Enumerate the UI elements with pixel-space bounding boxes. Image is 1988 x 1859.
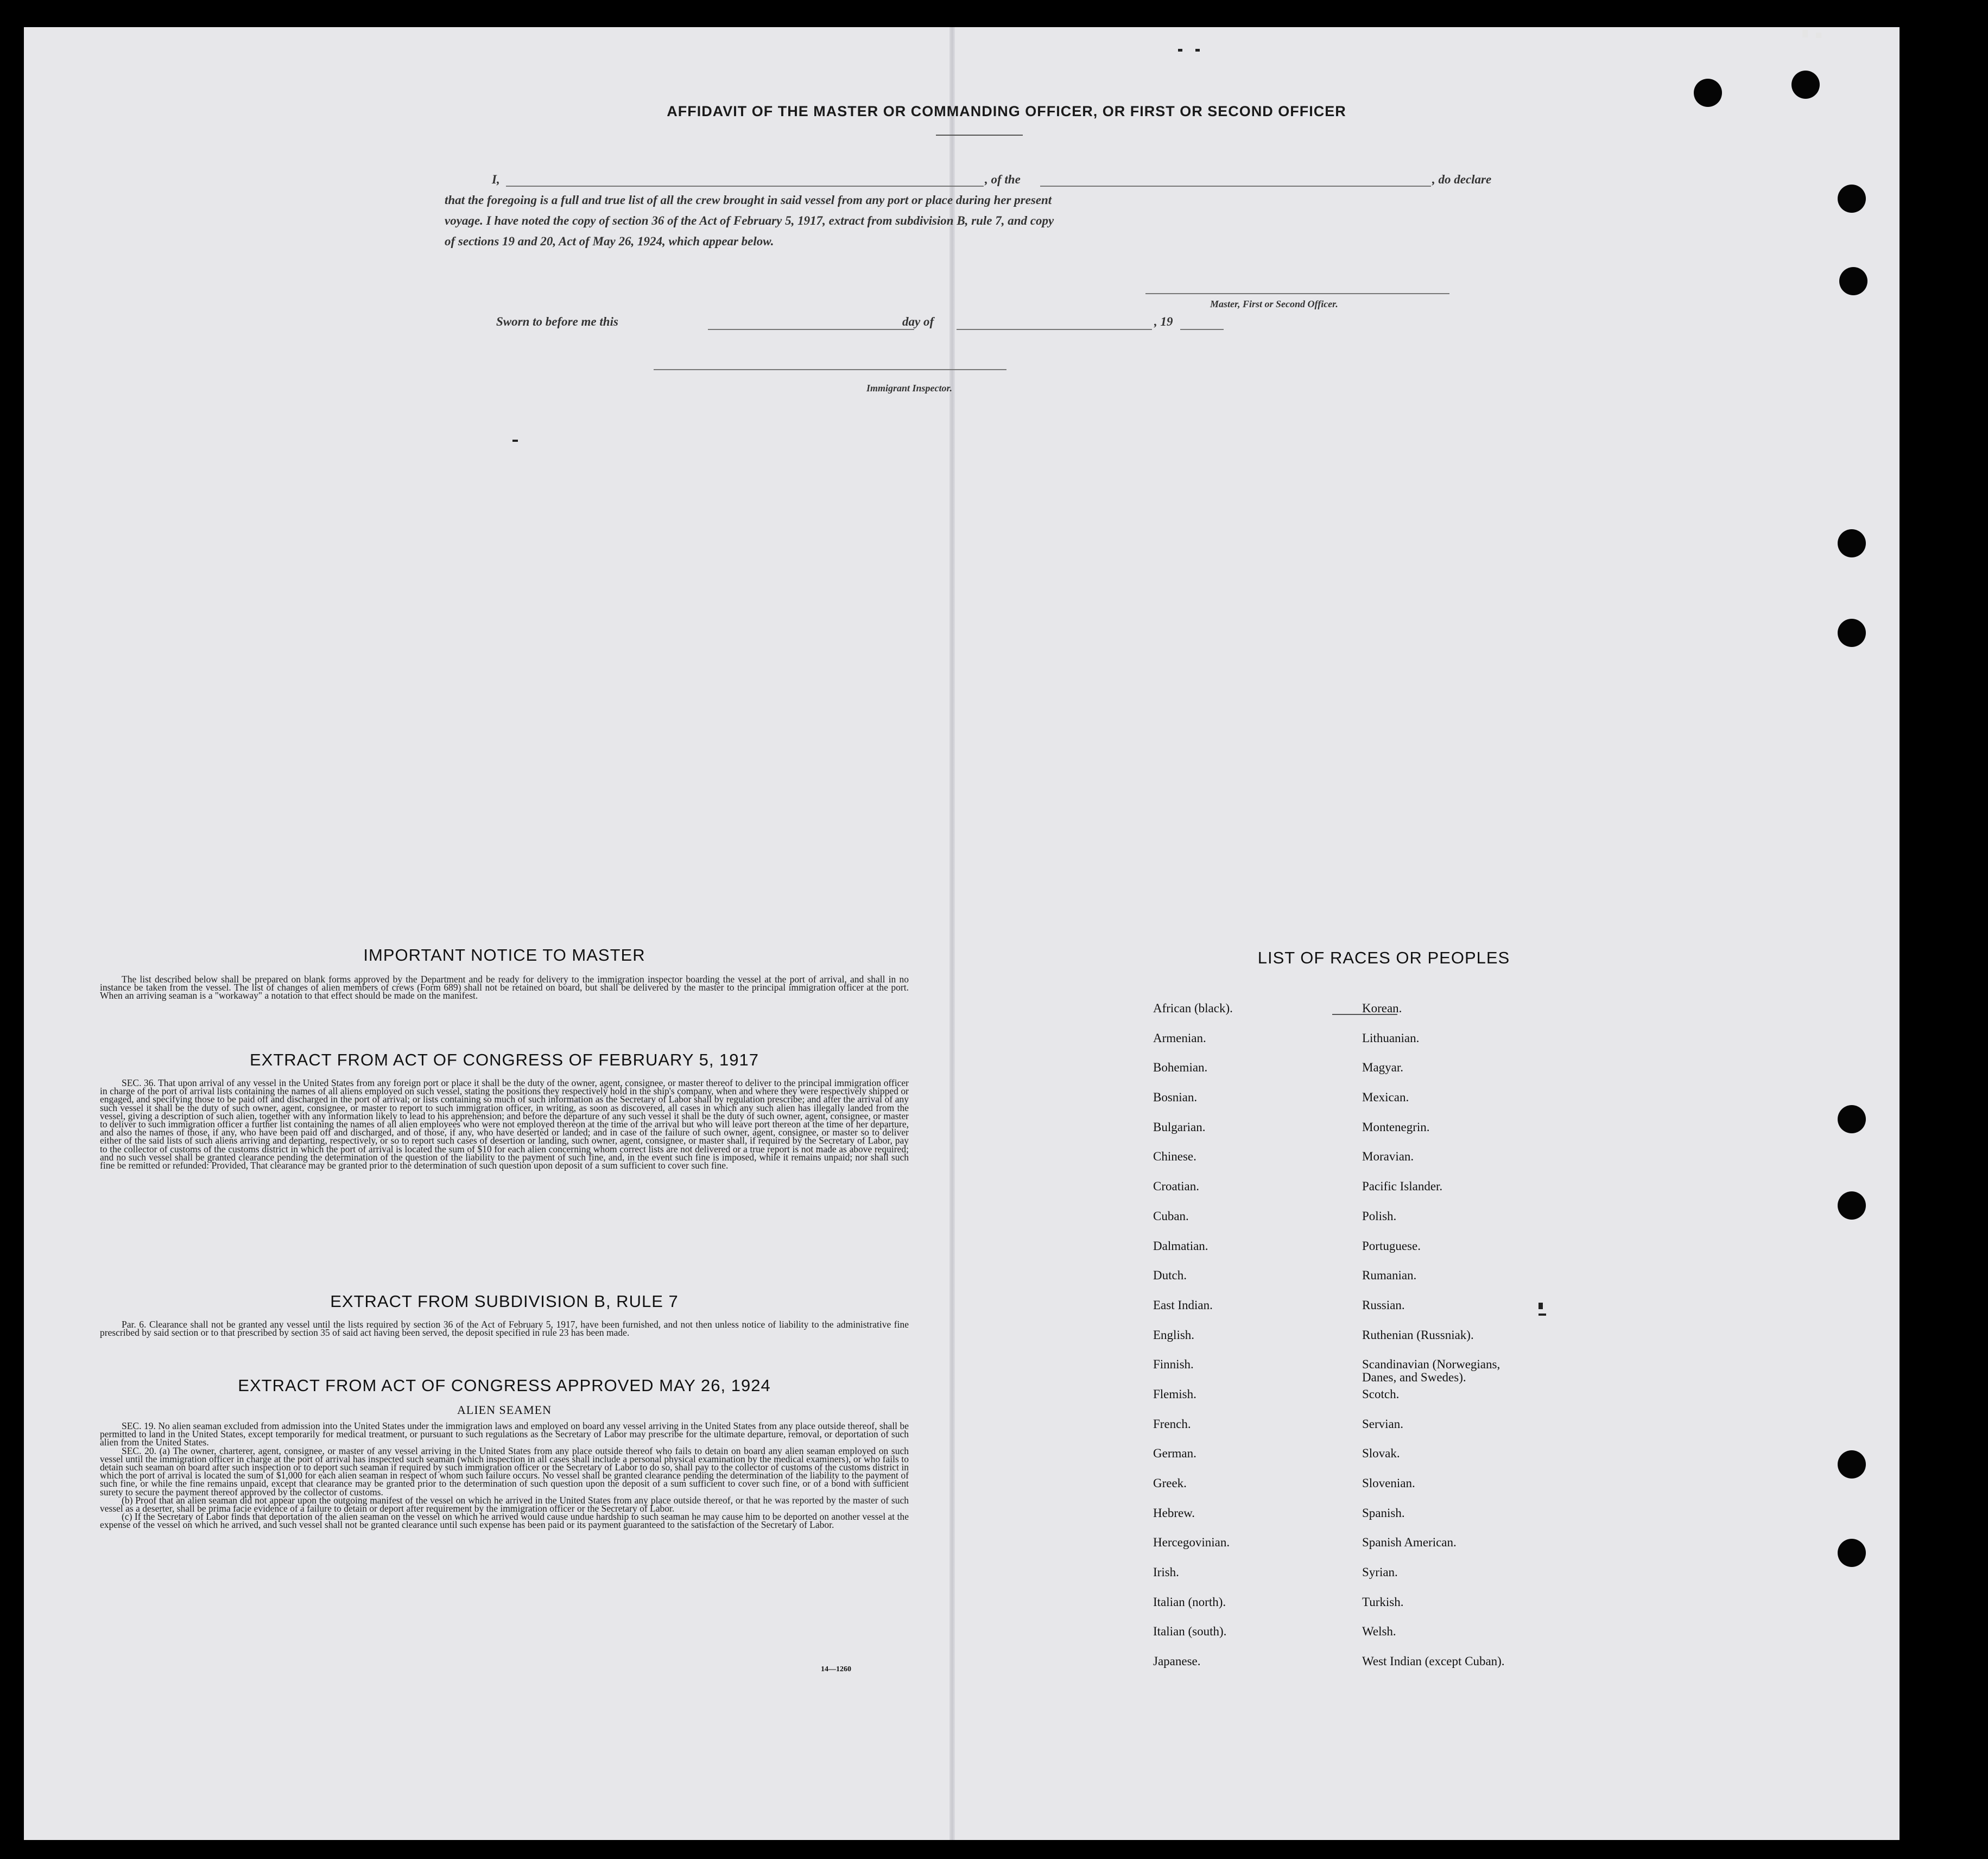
race-item: Turkish. [1362,1595,1404,1609]
master-signature-line [1145,293,1449,294]
race-item: Hercegovinian. [1153,1536,1230,1550]
sworn-label: Sworn to before me this [496,315,618,328]
rule-7-text [100,1321,909,1337]
race-item: Ruthenian (Russniak). [1362,1328,1474,1342]
race-item: Finnish. [1153,1357,1194,1372]
binder-hole [1838,619,1866,647]
race-item: Japanese. [1153,1654,1201,1668]
race-item: Portuguese. [1362,1239,1421,1253]
sworn-day-blank [708,329,914,330]
races-heading: LIST OF RACES OR PEOPLES [1257,948,1510,967]
race-item: West Indian (except Cuban). [1362,1654,1505,1668]
inspector-signature-line [654,369,1006,370]
race-item: Magyar. [1362,1061,1404,1075]
race-item: Slovak. [1362,1446,1400,1461]
form-number: 14—1260 [821,1665,851,1673]
binder-hole [1838,1191,1866,1220]
race-item: Dalmatian. [1153,1239,1208,1253]
scan-speck [1539,1303,1543,1309]
race-item: Armenian. [1153,1031,1206,1045]
binder-hole [1838,1539,1866,1567]
alien-seamen-subheading: ALIEN SEAMEN [457,1403,552,1417]
race-item: Montenegrin. [1362,1120,1430,1134]
month-blank [957,329,1152,330]
notice-text [100,975,909,1000]
races-left-column [1153,1002,1233,1685]
race-item: Rumanian. [1362,1268,1417,1283]
inspector-label: Immigrant Inspector. [866,383,953,394]
notice-paragraph: The list described below shall be prepared on blank forms approved by the Department and be ready for delivery to the immigration inspector boarding the vessel at the port of arrival, and shall in no instance be taken from the vessel. The list of changes of alien members of crews (Form 689) shall not be retained on board, but shall be delivered by the master to the principal immigration officer at the port. When an arriving seaman is a "workaway" a notation to that effect should be made on the manifest. [100,974,909,1001]
day-of-label: day of [902,315,934,328]
race-item: Cuban. [1153,1209,1189,1223]
binder-hole [1838,185,1866,213]
edge-mark [1816,33,1821,38]
race-item: Chinese. [1153,1150,1196,1164]
name-blank [506,186,984,187]
section-20b-paragraph: (b) Proof that an alien seaman did not appear upon the outgoing manifest of the vessel on which he arrived in the United States from any place outside thereof, or that he was reported by the master of such vessel as a deserter, shall be prima facie evidence of a failure to detain or deport after requirement by the immigration officer or the Secretary of Labor. [100,1494,909,1514]
race-item: German. [1153,1446,1196,1461]
race-item: Spanish American. [1362,1536,1457,1550]
race-item: East Indian. [1153,1298,1213,1312]
binder-hole [1839,267,1867,295]
binder-hole [1838,1105,1866,1133]
year-blank [1180,329,1224,330]
declaration-line-4: of sections 19 and 20, Act of May 26, 1924, which appear below. [445,234,774,248]
section-20c-paragraph: (c) If the Secretary of Labor finds that deportation of the alien seaman on the vessel on which he arrived would cause undue hardship to such seaman he may cause him to be deported on another vessel at the expense of the vessel on which he arrived, and such vessel shall not be granted clearance until such expense has been paid or its payment guaranteed to the satisfaction of the Secretary of Labor. [100,1511,909,1531]
race-item: Greek. [1153,1476,1187,1490]
race-item: Irish. [1153,1565,1179,1579]
section-36-paragraph: SEC. 36. That upon arrival of any vessel in the United States from any foreign port or place it shall be the duty of the owner, agent, consignee, or master thereof to deliver to the principal immigration officer in charge of the port of arrival lists containing the names of all aliens employed on such vessel, stating the positions they respectively hold in the ship's company, when and where they were respectively shipped or engaged, and specifying those to be paid off and discharged in the port of arrival; or lists containing so much of such information as the Secretary of Labor shall by regulation prescribe; and after the arrival of any such vessel it shall be the duty of such owner, agent, consignee, or master to report to such immigration officer, in writing, as soon as discovered, all cases in which any such alien has illegally landed from the vessel, giving a description of such alien, together with any information likely to lead to his apprehension; and before the departure of any such vessel it shall be the duty of such owner, agent, consignee, or master to deliver to such immigration officer a further list containing the names of all alien employees who were not employed thereon at the time of the arrival but who will leave port thereon at the time of her departure, and also the names of those, if any, who have been paid off and discharged, and of those, if any, who have deserted or landed; and in case of the failure of such owner, agent, consignee, or master so to deliver either of the said lists of such aliens arriving and departing, respectively, or so to report such cases of desertion or landing, such owner, agent, consignee, or master shall, if required by the Secretary of Labor, pay to the collector of customs of the customs district in which the port of arrival is located the sum of $10 for each alien concerning whom correct lists are not delivered or a true report is not made as above required; and no such vessel shall be granted clearance pending the determination of the question of the liability to the payment of such fine, and, in the event such fine is imposed, while it remains unpaid; nor shall such fine be remitted or refunded: Provided, That clearance may be granted prior to the determination of such question upon deposit of a sum sufficient to cover such fine. [100,1077,909,1171]
race-item: Croatian. [1153,1179,1199,1194]
race-item: Pacific Islander. [1362,1179,1443,1194]
binder-hole [1791,71,1820,99]
extract-1917-text [100,1079,909,1170]
vessel-blank [1040,186,1431,187]
scan-speck [1178,49,1182,52]
binder-hole [1838,1450,1866,1479]
document-page [24,27,1900,1840]
race-item: Syrian. [1362,1565,1398,1579]
race-item: Welsh. [1362,1625,1396,1639]
race-item: African (black). [1153,1001,1233,1015]
master-signature-label: Master, First or Second Officer. [1210,299,1338,309]
race-item: Flemish. [1153,1387,1196,1401]
race-item: Servian. [1362,1417,1404,1431]
race-item: Italian (north). [1153,1595,1226,1609]
page-fold [949,27,955,1840]
declaration-line-3: voyage. I have noted the copy of section 36 of the Act of February 5, 1917, extract from subdivision B, rule 7, and copy [445,214,1054,227]
race-item: Korean. [1362,1001,1402,1015]
race-item: Dutch. [1153,1268,1187,1283]
scan-speck [1195,49,1200,52]
race-item: Italian (south). [1153,1625,1227,1639]
race-item: English. [1153,1328,1195,1342]
rule-7-heading: EXTRACT FROM SUBDIVISION B, RULE 7 [330,1292,679,1311]
race-item: Scandinavian (Norwegians, Danes, and Swedes). [1362,1357,1501,1385]
race-item: Moravian. [1362,1150,1414,1164]
scan-speck [512,440,518,442]
declaration-declare-label: , do declare [1432,173,1492,186]
declaration-of-the-label: , of the [985,173,1021,186]
race-item: Bohemian. [1153,1061,1208,1075]
race-item: Slovenian. [1362,1476,1415,1490]
notice-heading: IMPORTANT NOTICE TO MASTER [363,946,645,965]
year-label: , 19 [1154,315,1173,328]
paragraph-6: Par. 6. Clearance shall not be granted any vessel until the lists required by section 36 of the Act of February 5, 1917, have been furnished, and not then unless notice of liability to the administrative fine prescribed by said section or to that prescribed by section 35 of said act having been served, the deposit specified in rule 23 has been made. [100,1319,909,1338]
race-item: Lithuanian. [1362,1031,1420,1045]
section-20a-paragraph: SEC. 20. (a) The owner, charterer, agent, consignee, or master of any vessel arriving in the United States from any place outside thereof who fails to detain on board any alien seaman employed on such vessel until the immigration officer in charge at the port of arrival has inspected such seaman (which inspection in all cases shall include a personal physical examination by the medical examiners), or who fails to detain such seaman on board after such inspection or to deport such seaman if required by such immigration officer or the Secretary of Labor to do so, shall pay to the collector of customs of the customs district in which the port of arrival is located the sum of $1,000 for each alien seaman in respect of whom such failure occurs. No vessel shall be granted clearance pending the determination of the liability to the payment of such fine, or while the fine remains unpaid, except that clearance may be granted prior to the determination of such question upon the deposit of a sum sufficient to cover such fine, or of a bond with sufficient surety to secure the payment thereof approved by the collector of customs. [100,1445,909,1498]
extract-1924-text [100,1422,909,1530]
race-item: Mexican. [1362,1090,1409,1105]
declaration-line-2: that the foregoing is a full and true list of all the crew brought in said vessel from any port or place during her present [445,193,1052,207]
scan-speck [1539,1314,1546,1316]
binder-hole [1838,529,1866,557]
race-item: Bulgarian. [1153,1120,1206,1134]
extract-1924-heading: EXTRACT FROM ACT OF CONGRESS APPROVED MAY 26, 1924 [238,1376,771,1395]
affidavit-title: AFFIDAVIT OF THE MASTER OR COMMANDING OFFICER, OR FIRST OR SECOND OFFICER [667,103,1346,119]
binder-hole [1694,79,1722,107]
extract-1917-heading: EXTRACT FROM ACT OF CONGRESS OF FEBRUARY 5, 1917 [249,1050,759,1069]
races-right-column [1362,1002,1505,1685]
declaration-i-label: I, [492,173,500,186]
race-item: Scotch. [1362,1387,1400,1401]
race-item: Hebrew. [1153,1506,1195,1520]
race-item: Russian. [1362,1298,1405,1312]
title-divider [936,135,1023,136]
race-item: Spanish. [1362,1506,1405,1520]
race-item: French. [1153,1417,1191,1431]
section-19-paragraph: SEC. 19. No alien seaman excluded from admission into the United States under the immigration laws and employed on board any vessel arriving in the United States from any place outside thereof, shall be permitted to land in the United States, except temporarily for medical treatment, or pursuant to such regulations as the Secretary of Labor may prescribe for the ultimate departure, removal, or deportation of such alien from the United States. [100,1420,909,1448]
race-item: Polish. [1362,1209,1397,1223]
edge-mark [1802,30,1808,37]
race-item: Bosnian. [1153,1090,1198,1105]
